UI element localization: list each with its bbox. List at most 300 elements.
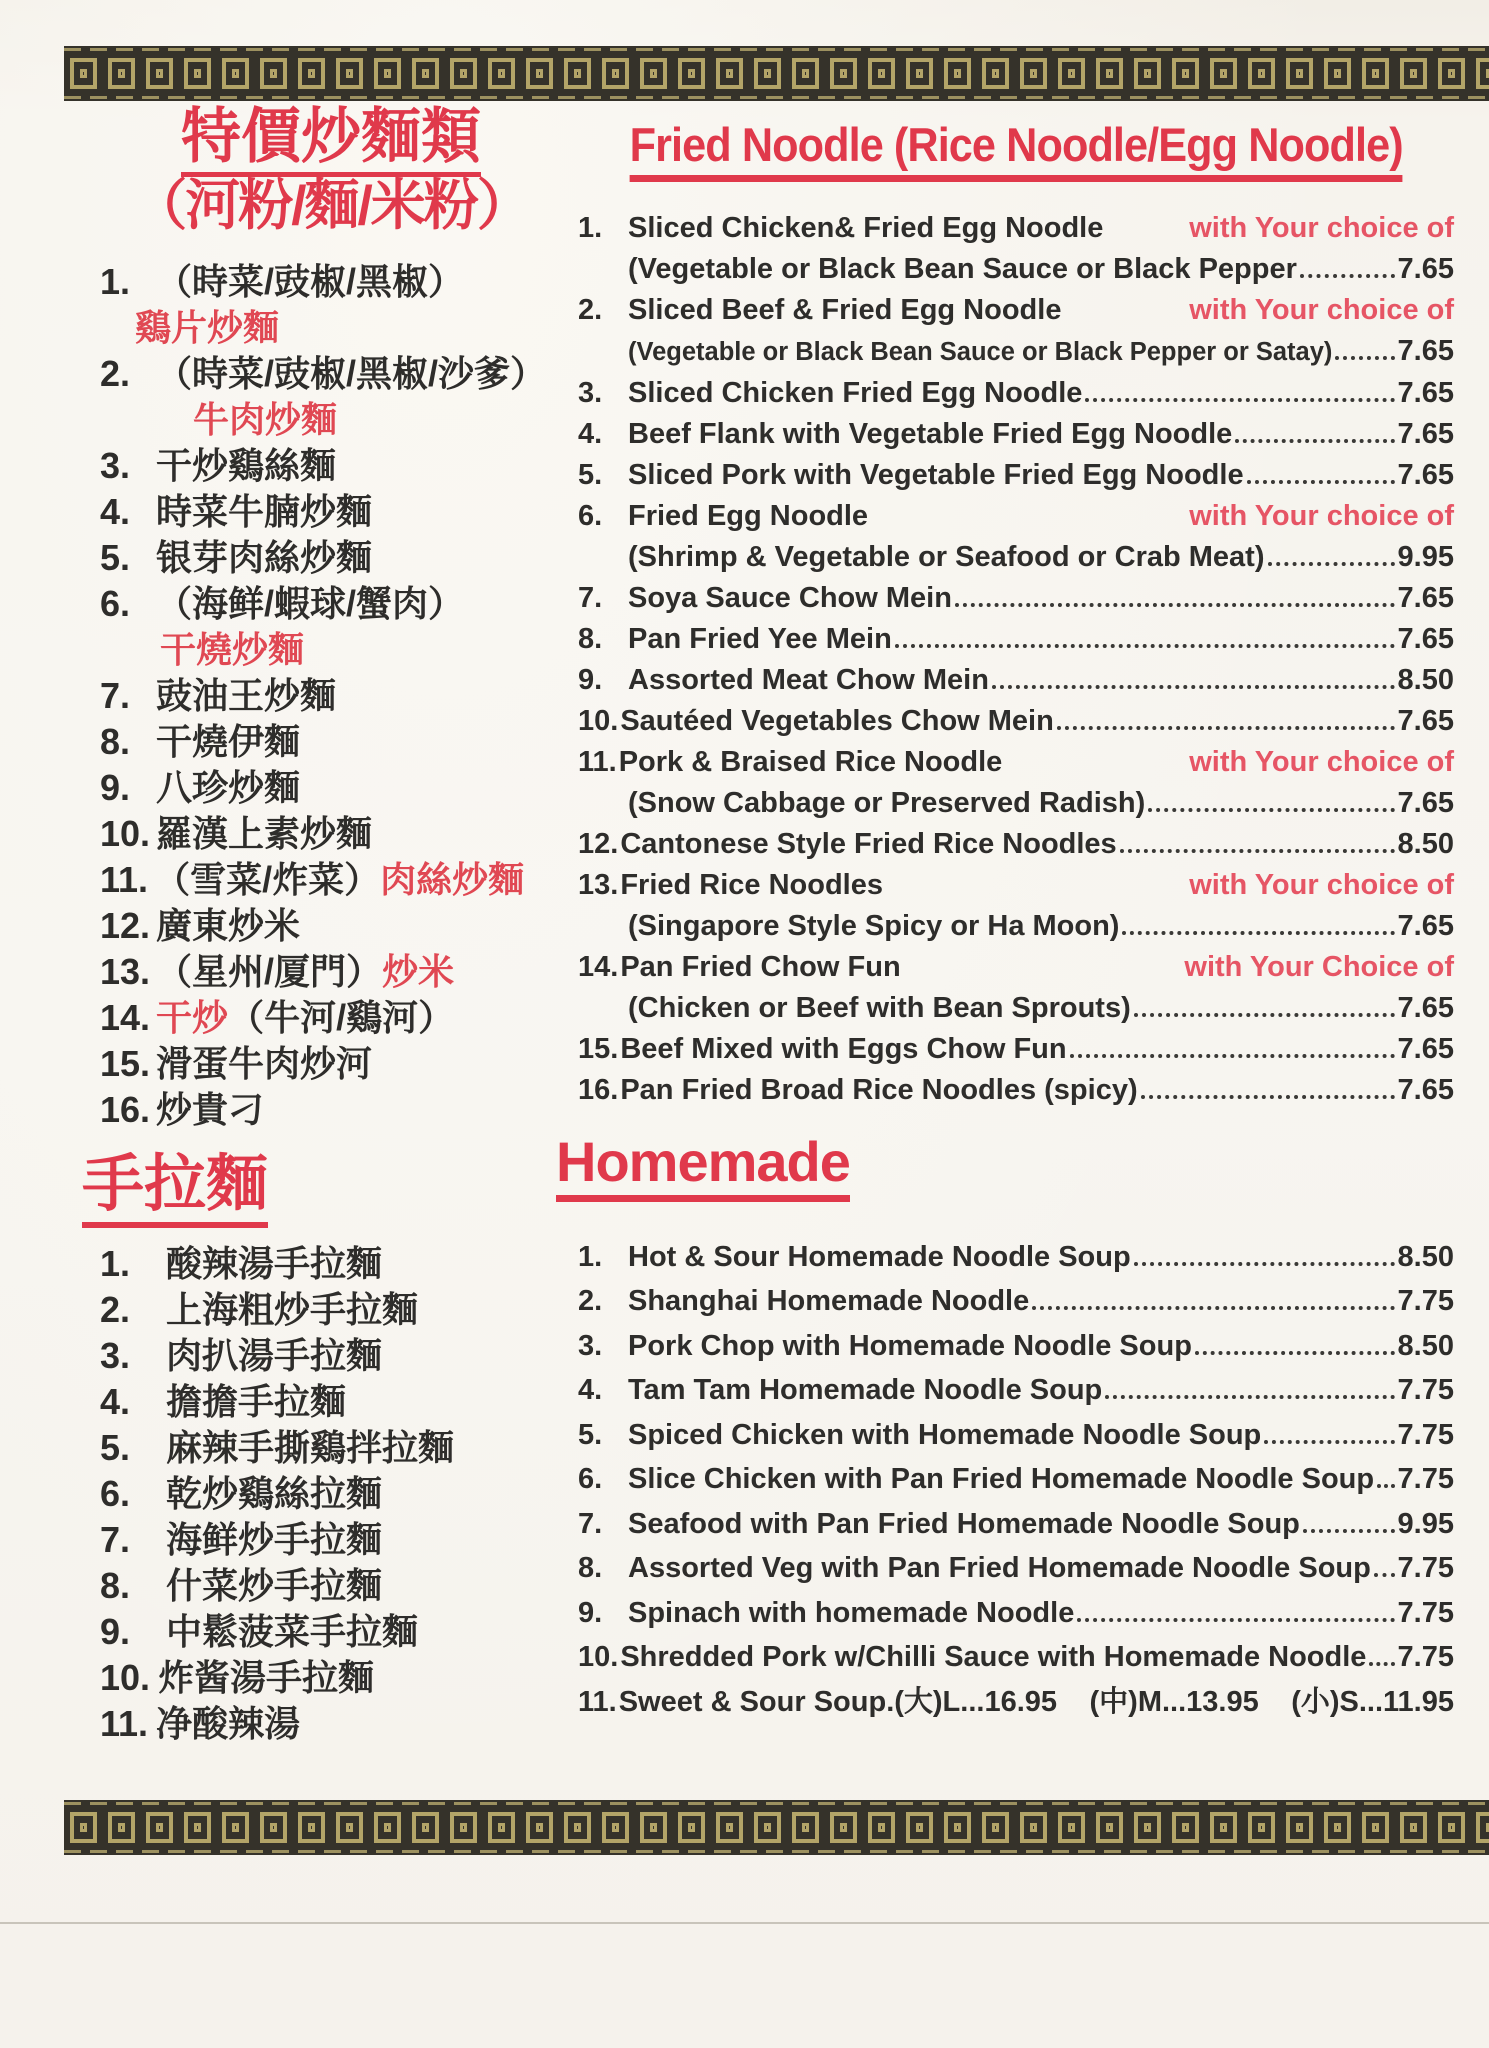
greek-key-border-top (64, 46, 1489, 101)
greek-key-cell-inner (688, 1823, 695, 1832)
greek-key-cell-inner (194, 1823, 201, 1832)
greek-key-cell-inner (688, 69, 695, 78)
greek-key-cell (1324, 58, 1351, 89)
greek-key-cell (260, 1812, 287, 1843)
item-number: 11. (578, 1685, 617, 1718)
item-number: 10. (100, 813, 151, 855)
greek-key-cell (1096, 58, 1123, 89)
greek-key-cell (184, 1812, 211, 1843)
item-red-subname: 鷄片炒麵 (135, 307, 280, 349)
greek-key-cell (906, 1812, 933, 1843)
greek-key-cell (640, 58, 667, 89)
item-number: 16. (100, 1089, 151, 1131)
item-number: 10. (578, 705, 619, 738)
greek-key-cell (184, 58, 211, 89)
item-name-segment: 豉油王炒麵 (156, 675, 337, 717)
menu-item-row (100, 443, 562, 489)
item-name: Hot & Sour Homemade Noodle Soup (628, 1240, 1131, 1273)
greek-key-cell (792, 1812, 819, 1843)
greek-key-cell (526, 1812, 553, 1843)
greek-key-cell (1286, 1812, 1313, 1843)
menu-item-row (100, 535, 562, 581)
item-name-segment: 肉絲炒麵 (380, 859, 525, 901)
choice-note: with Your choice of (1189, 869, 1454, 902)
dot-leader (1077, 1618, 1394, 1622)
greek-key-cell-inner (840, 1823, 847, 1832)
menu-item-row (100, 1425, 562, 1471)
greek-key-cell-inner (954, 69, 961, 78)
greek-key-cell (716, 58, 743, 89)
item-name-segment: （牛河/鷄河） (228, 997, 455, 1039)
greek-key-cell-inner (1030, 69, 1037, 78)
item-number: 6. (100, 1473, 131, 1515)
greek-key-cell (70, 58, 97, 89)
dot-leader (1085, 398, 1394, 402)
item-number: 3. (100, 445, 131, 487)
greek-key-cell (602, 58, 629, 89)
menu-item-row (578, 947, 1454, 988)
greek-key-cell-inner (1068, 69, 1075, 78)
homemade-title-text: Homemade (556, 1130, 850, 1202)
menu-item-row (100, 765, 562, 811)
greek-key-cell (868, 1812, 895, 1843)
item-name-segment: （時菜/豉椒/黑椒） (156, 261, 465, 303)
menu-item-subrow (578, 906, 1454, 947)
greek-key-cell-inner (460, 1823, 467, 1832)
dot-leader (1300, 274, 1395, 278)
item-number: 4. (100, 1381, 131, 1423)
item-number: 5. (100, 537, 131, 579)
dot-leader (992, 685, 1395, 689)
item-name: 肉扒湯手拉麵 (166, 1335, 383, 1377)
item-price: 7.75 (1397, 1596, 1454, 1629)
item-name: 麻辣手撕鷄拌拉麵 (166, 1427, 455, 1469)
greek-key-cell-inner (498, 1823, 505, 1832)
item-name: Sliced Chicken Fried Egg Noodle (628, 377, 1083, 410)
item-number: 12. (100, 905, 151, 947)
item-name: Spinach with homemade Noodle (628, 1596, 1075, 1629)
item-name-part: (小)S...11.95 (1291, 1685, 1454, 1718)
greek-key-cell-inner (1410, 69, 1417, 78)
greek-key-cell-inner (1220, 1823, 1227, 1832)
greek-key-cell (982, 1812, 1009, 1843)
item-name (619, 1680, 1454, 1725)
item-price: 7.75 (1397, 1552, 1454, 1585)
dot-leader (1303, 1529, 1395, 1533)
item-option-text: (Singapore Style Spicy or Ha Moon) (628, 910, 1120, 943)
item-price: 7.65 (1397, 705, 1454, 738)
greek-key-cell-inner (840, 69, 847, 78)
greek-key-cell (830, 1812, 857, 1843)
menu-item-row (100, 1471, 562, 1517)
menu-item-row (100, 1241, 562, 1287)
greek-key-cell (526, 58, 553, 89)
greek-key-cell (1096, 1812, 1123, 1843)
item-number: 14. (100, 997, 151, 1039)
item-name: 擔擔手拉麵 (166, 1381, 347, 1423)
item-name: 中鬆菠菜手拉麵 (166, 1611, 419, 1653)
fried-noodle-list (578, 208, 1454, 1111)
item-name-segment: 银芽肉絲炒麵 (156, 537, 373, 579)
menu-item-row (578, 1324, 1454, 1369)
fried-noodle-title-text: Fried Noodle (Rice Noodle/Egg Noodle) (629, 118, 1402, 182)
item-name-segment: 干燒伊麵 (156, 721, 301, 763)
item-name: 净酸辣湯 (156, 1703, 301, 1745)
dot-leader (1235, 439, 1394, 443)
item-name: Fried Rice Noodles (620, 869, 883, 902)
item-price: 7.65 (1397, 459, 1454, 492)
greek-key-cell-inner (650, 1823, 657, 1832)
greek-key-cell-inner (1144, 1823, 1151, 1832)
greek-key-cell (1248, 1812, 1275, 1843)
greek-key-cell-inner (574, 1823, 581, 1832)
greek-key-cell-inner (1182, 69, 1189, 78)
greek-key-cell (1362, 58, 1389, 89)
item-name-segment: 干炒 (156, 997, 229, 1039)
greek-key-cell (754, 58, 781, 89)
menu-item-subrow (578, 331, 1454, 373)
menu-item-row (578, 414, 1454, 455)
item-name: Assorted Veg with Pan Fried Homemade Noodle Soup (628, 1552, 1371, 1585)
item-name-segment: 干炒鷄絲麵 (156, 445, 337, 487)
fried-noodle-title (578, 118, 1454, 182)
greek-key-cell (488, 1812, 515, 1843)
item-name: Slice Chicken with Pan Fried Homemade Noodle Soup (628, 1463, 1375, 1496)
greek-key-cell-inner (878, 1823, 885, 1832)
greek-key-cell (564, 1812, 591, 1843)
greek-key-cell (412, 1812, 439, 1843)
greek-key-cell-inner (612, 69, 619, 78)
item-name: 酸辣湯手拉麵 (166, 1243, 383, 1285)
menu-item-row (100, 857, 562, 903)
greek-key-cell-inner (1296, 1823, 1303, 1832)
greek-key-cell (412, 58, 439, 89)
item-number: 8. (578, 1552, 603, 1585)
item-price: 8.50 (1397, 664, 1454, 697)
greek-key-cell (792, 58, 819, 89)
item-price: 8.50 (1397, 1240, 1454, 1273)
menu-item-row (578, 619, 1454, 660)
item-name: Tam Tam Homemade Noodle Soup (628, 1374, 1103, 1407)
item-number: 6. (578, 1463, 603, 1496)
item-number: 2. (100, 1289, 131, 1331)
dot-leader (1148, 808, 1394, 812)
menu-item-row (100, 1379, 562, 1425)
greek-key-cell-inner (1296, 69, 1303, 78)
menu-item-row (100, 811, 562, 857)
greek-key-cell (146, 58, 173, 89)
menu-item-row (578, 824, 1454, 865)
greek-key-cell-inner (156, 69, 163, 78)
item-price: 7.65 (1397, 582, 1454, 615)
item-number: 9. (578, 664, 603, 697)
item-number: 7. (578, 1507, 603, 1540)
menu-item-row (578, 578, 1454, 619)
item-name: Assorted Meat Chow Mein (628, 664, 989, 697)
item-price: 7.75 (1397, 1374, 1454, 1407)
chinese-section-title (100, 104, 562, 170)
greek-key-cell (108, 1812, 135, 1843)
greek-key-cell (1438, 1812, 1465, 1843)
greek-key-cell (678, 1812, 705, 1843)
greek-key-cell (1476, 58, 1489, 89)
item-name: 炸酱湯手拉麵 (158, 1657, 375, 1699)
item-option-text: (Chicken or Beef with Bean Sprouts) (628, 992, 1131, 1025)
greek-key-cell-inner (1258, 1823, 1265, 1832)
item-name-segment: （星州/厦門） (156, 951, 383, 993)
menu-item-subrow (578, 988, 1454, 1029)
menu-item-row (100, 903, 562, 949)
dot-leader (1374, 1573, 1395, 1577)
item-number: 15. (100, 1043, 151, 1085)
handpulled-noodle-title (82, 1151, 562, 1219)
greek-key-cell-inner (308, 69, 315, 78)
greek-key-cell-inner (878, 69, 885, 78)
item-number: 1. (100, 261, 131, 303)
item-name-segment: （雪菜/炸菜） (154, 859, 381, 901)
greek-key-cell-inner (232, 69, 239, 78)
item-name: Sliced Beef & Fried Egg Noodle (628, 294, 1062, 327)
menu-item-row (100, 1287, 562, 1333)
menu-item-row (100, 1563, 562, 1609)
item-name: Shredded Pork w/Chilli Sauce with Homemade Noodle (620, 1641, 1367, 1674)
dot-leader (1369, 1662, 1394, 1666)
item-name: Pan Fried Chow Fun (620, 951, 901, 984)
greek-key-cell (1020, 1812, 1047, 1843)
greek-key-cell-inner (460, 69, 467, 78)
greek-key-cell-inner (384, 69, 391, 78)
menu-item-row (578, 1502, 1454, 1547)
menu-item-row (578, 373, 1454, 414)
greek-key-cell-inner (1448, 69, 1455, 78)
menu-item-row (578, 1680, 1454, 1725)
greek-key-cell (1172, 58, 1199, 89)
greek-key-cell (1134, 1812, 1161, 1843)
greek-key-cell-inner (346, 1823, 353, 1832)
item-option-text: (Snow Cabbage or Preserved Radish) (628, 787, 1146, 820)
greek-key-cell-inner (916, 1823, 923, 1832)
item-number: 9. (100, 1611, 131, 1653)
item-name: Sautéed Vegetables Chow Mein (620, 705, 1054, 738)
greek-key-cell-inner (954, 1823, 961, 1832)
greek-key-cell (374, 1812, 401, 1843)
item-number: 6. (578, 500, 603, 533)
greek-key-cell-inner (992, 1823, 999, 1832)
item-number: 2. (100, 353, 131, 395)
item-number: 2. (578, 1285, 603, 1318)
menu-item-row (578, 1457, 1454, 1502)
greek-key-cell (1210, 1812, 1237, 1843)
greek-key-cell-inner (422, 1823, 429, 1832)
item-name: 乾炒鷄絲拉麵 (166, 1473, 383, 1515)
menu-item-row (578, 1591, 1454, 1636)
greek-key-cell (298, 1812, 325, 1843)
item-price: 7.65 (1397, 787, 1454, 820)
dot-leader (955, 603, 1395, 607)
item-option-text: (Vegetable or Black Bean Sauce or Black Pepper or Satay) (628, 338, 1333, 367)
greek-key-cell (450, 58, 477, 89)
item-price: 7.75 (1397, 1285, 1454, 1318)
greek-key-cell (906, 58, 933, 89)
greek-key-cell-inner (346, 69, 353, 78)
menu-item-subrow (578, 537, 1454, 578)
greek-key-cell-inner (536, 1823, 543, 1832)
greek-key-cell (146, 1812, 173, 1843)
menu-item-row (100, 1701, 562, 1747)
dot-leader (1335, 356, 1394, 360)
greek-key-cell (70, 1812, 97, 1843)
item-number: 3. (100, 1335, 131, 1377)
menu-item-row (100, 1609, 562, 1655)
greek-key-cell-inner (232, 1823, 239, 1832)
greek-key-cell-inner (726, 69, 733, 78)
greek-key-cell (450, 1812, 477, 1843)
greek-key-cell-inner (1334, 69, 1341, 78)
item-price: 7.75 (1397, 1641, 1454, 1674)
greek-key-cell (374, 58, 401, 89)
item-number: 11. (100, 1703, 149, 1745)
item-number: 8. (100, 721, 131, 763)
dot-leader (1122, 931, 1394, 935)
item-number: 5. (100, 1427, 131, 1469)
greek-key-cell (678, 58, 705, 89)
dot-leader (1134, 1262, 1395, 1266)
item-number: 12. (578, 828, 619, 861)
item-number: 5. (578, 459, 603, 492)
item-price: 9.95 (1397, 541, 1454, 574)
choice-note: with Your choice of (1189, 294, 1454, 327)
item-name: Pork & Braised Rice Noodle (618, 746, 1003, 779)
greek-key-cell-inner (384, 1823, 391, 1832)
item-number: 3. (578, 377, 603, 410)
greek-key-cell-inner (194, 69, 201, 78)
item-number: 5. (578, 1418, 603, 1451)
item-name: Sliced Pork with Vegetable Fried Egg Noodle (628, 459, 1244, 492)
greek-key-cell-inner (308, 1823, 315, 1832)
menu-item-row (100, 673, 562, 719)
scan-artifact-line (0, 1922, 1489, 1924)
item-name: Sliced Chicken& Fried Egg Noodle (628, 212, 1104, 245)
greek-key-cell (1058, 1812, 1085, 1843)
greek-key-cell-inner (1448, 1823, 1455, 1832)
item-number: 4. (578, 1374, 603, 1407)
greek-key-cell-inner (536, 69, 543, 78)
item-name: Pork Chop with Homemade Noodle Soup (628, 1329, 1192, 1362)
menu-item-subrow (578, 783, 1454, 824)
menu-item-row (578, 701, 1454, 742)
item-number: 9. (578, 1596, 603, 1629)
greek-key-cell-inner (726, 1823, 733, 1832)
greek-key-cell-inner (270, 1823, 277, 1832)
item-name: Pan Fried Broad Rice Noodles (spicy) (620, 1074, 1138, 1107)
item-number: 1. (100, 1243, 131, 1285)
item-name-segment: 時菜牛腩炒麵 (156, 491, 373, 533)
dot-leader (1377, 1484, 1394, 1488)
greek-key-cell (1400, 1812, 1427, 1843)
item-name-segment: 八珍炒麵 (156, 767, 301, 809)
item-name: Fried Egg Noodle (628, 500, 869, 533)
menu-item-row (100, 949, 562, 995)
menu-item-row (578, 1235, 1454, 1280)
greek-key-cell (260, 58, 287, 89)
item-price: 7.65 (1397, 253, 1454, 286)
item-number: 10. (100, 1657, 151, 1699)
item-name-segment: 炒米 (382, 951, 455, 993)
item-price: 7.65 (1397, 377, 1454, 410)
greek-key-cell-inner (1182, 1823, 1189, 1832)
item-name-segment: （時菜/豉椒/黑椒/沙爹） (156, 353, 547, 395)
greek-key-cell-inner (1106, 69, 1113, 78)
greek-key-cell-inner (650, 69, 657, 78)
greek-key-cell-inner (118, 1823, 125, 1832)
item-number: 1. (578, 1240, 603, 1273)
greek-key-cell-inner (1258, 69, 1265, 78)
dot-leader (1070, 1054, 1395, 1058)
choice-note: with Your choice of (1189, 500, 1454, 533)
greek-key-cell (1248, 58, 1275, 89)
handpulled-noodle-title-text: 手拉麵 (82, 1150, 268, 1228)
menu-item-row (578, 1070, 1454, 1111)
dot-leader (1120, 849, 1395, 853)
menu-item-row (100, 1087, 562, 1133)
menu-item-row (100, 581, 562, 627)
chinese-section-subtitle: （河粉/麵/米粉） (132, 174, 530, 236)
greek-key-cell-inner (916, 69, 923, 78)
item-number: 7. (100, 1519, 131, 1561)
item-price: 8.50 (1397, 828, 1454, 861)
menu-item-row (578, 290, 1454, 331)
greek-key-cell-inner (270, 69, 277, 78)
menu-item-row (578, 742, 1454, 783)
greek-key-cell-inner (1410, 1823, 1417, 1832)
item-name-part: (中)M...13.95 (1089, 1685, 1259, 1718)
handpulled-noodle-list (100, 1241, 562, 1747)
item-price: 7.65 (1397, 910, 1454, 943)
item-number: 11. (578, 746, 617, 779)
item-price: 7.65 (1397, 418, 1454, 451)
greek-key-cell-inner (498, 69, 505, 78)
dot-leader (1268, 562, 1395, 566)
item-name: Seafood with Pan Fried Homemade Noodle Soup (628, 1507, 1300, 1540)
menu-item-row (578, 1029, 1454, 1070)
menu-item-row (100, 1655, 562, 1701)
menu-item-row (578, 455, 1454, 496)
greek-key-cell (944, 1812, 971, 1843)
greek-key-cell-inner (802, 69, 809, 78)
greek-key-border-bottom (64, 1800, 1489, 1855)
item-price: 7.75 (1397, 1418, 1454, 1451)
dot-leader (1032, 1306, 1394, 1310)
menu-item-row (100, 1333, 562, 1379)
greek-key-cell-inner (1068, 1823, 1075, 1832)
menu-item-subrow (578, 249, 1454, 290)
greek-key-cell (1438, 58, 1465, 89)
greek-key-cell (640, 1812, 667, 1843)
greek-key-cell (222, 1812, 249, 1843)
menu-item-row (100, 1041, 562, 1087)
greek-key-cell-inner (1220, 69, 1227, 78)
item-name: Soya Sauce Chow Mein (628, 582, 952, 615)
greek-key-cell-inner (1372, 69, 1379, 78)
greek-key-cell (222, 58, 249, 89)
choice-note: with Your choice of (1189, 212, 1454, 245)
item-number: 3. (578, 1329, 603, 1362)
greek-key-cell (1400, 58, 1427, 89)
dot-leader (1141, 1095, 1395, 1099)
item-name: 海鲜炒手拉麵 (166, 1519, 383, 1561)
greek-key-cell (944, 58, 971, 89)
item-number: 8. (578, 623, 603, 656)
